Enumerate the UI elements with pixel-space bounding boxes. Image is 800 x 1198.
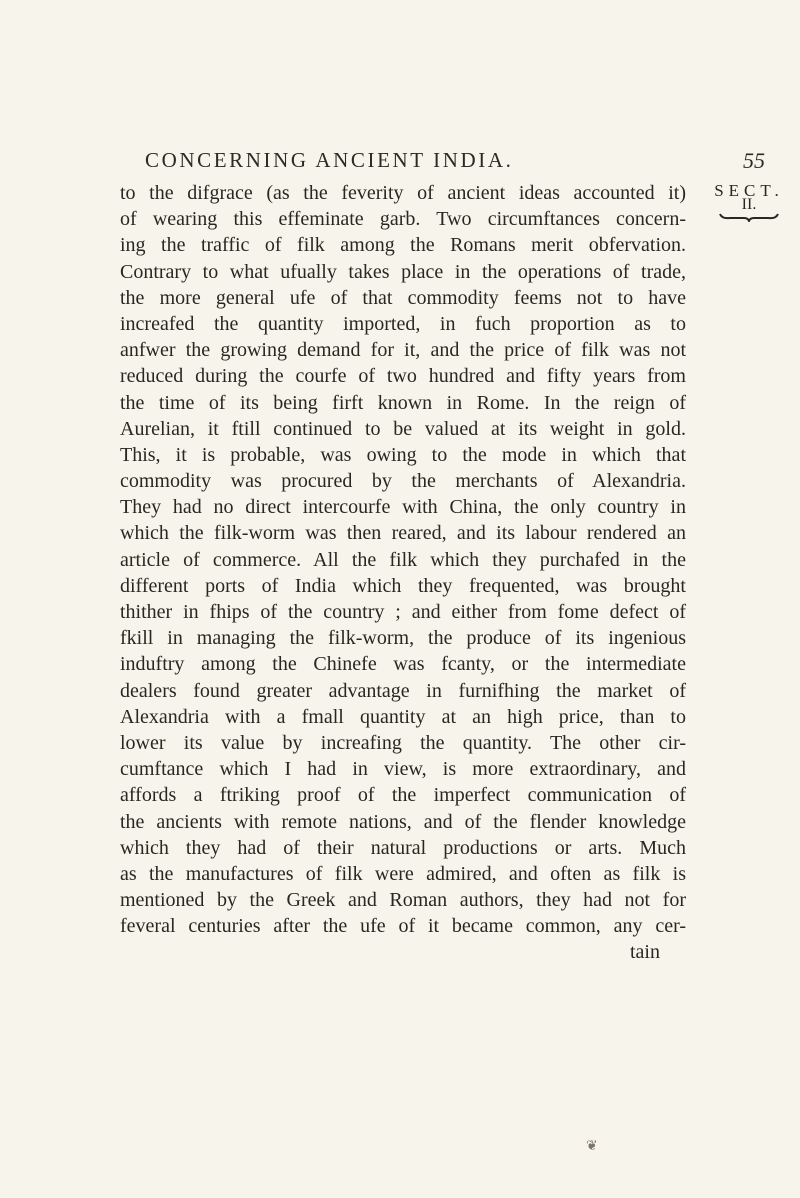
text-line: Contrary to what ufually takes place in the operations of trade, [120,260,686,283]
text-line: cumftance which I had in view, is more extraordinary, and [120,758,686,781]
text-line: anfwer the growing demand for it, and the price of filk was not [120,339,686,362]
text-line: induftry among the Chinefe was fcanty, or the intermediate [120,653,686,676]
text-line: Alexandria with a fmall quantity at an high price, than to [120,705,686,728]
text-line: which the filk-worm was then reared, and its labour rendered an [120,522,686,545]
body-text [120,180,686,966]
text-line: fkill in managing the filk-worm, the produce of its ingenious [120,627,686,650]
text-line: the ancients with remote nations, and of the flender knowledge [120,810,686,833]
text-line: mentioned by the Greek and Roman authors, they had not for [120,889,686,912]
text-line: of wearing this effeminate garb. Two circumftances concern- [120,208,686,231]
text-line: Aurelian, it ftill continued to be valued at its weight in gold. [120,417,686,440]
text-line: as the manufactures of filk were admired, and often as filk is [120,862,686,885]
text-line: different ports of India which they frequented, was brought [120,574,686,597]
text-line: commodity was procured by the merchants of Alexandria. [120,470,686,493]
text-line: article of commerce. All the filk which they purchafed in the [120,548,686,571]
printer-mark-icon: ❦ [586,1138,598,1154]
text-line: They had no direct intercourfe with China, the only country in [120,496,686,519]
text-line: the more general ufe of that commodity feems not to have [120,286,686,309]
text-line: to the difgrace (as the feverity of ancient ideas accounted it) [120,182,686,204]
section-marginal-note [704,182,794,222]
text-line: dealers found greater advantage in furnifhing the market of [120,679,686,702]
text-line: reduced during the courfe of two hundred and fifty years from [120,365,686,388]
running-title: CONCERNING ANCIENT INDIA. [145,148,514,172]
text-line: which they had of their natural productions or arts. Much [120,836,686,859]
brace-ornament-icon [718,212,780,222]
catchword: tain [630,941,660,964]
text-line: This, it is probable, was owing to the mode in which that [120,443,686,466]
page-number: 55 [743,148,765,173]
text-line: increafed the quantity imported, in fuch proportion as to [120,312,686,335]
text-line: lower its value by increafing the quantity. The other cir- [120,731,686,754]
text-line: the time of its being firft known in Rome. In the reign of [120,391,686,414]
text-line: ing the traffic of filk among the Romans merit obfervation. [120,234,686,257]
text-line: affords a ftriking proof of the imperfect communication of [120,784,686,807]
text-line: thither in fhips of the country ; and either from fome defect of [120,601,686,623]
text-line: feveral centuries after the ufe of it became common, any cer- [120,915,686,938]
running-head [145,148,765,178]
section-label: SECT. [714,181,784,200]
section-number: II. [741,196,757,213]
